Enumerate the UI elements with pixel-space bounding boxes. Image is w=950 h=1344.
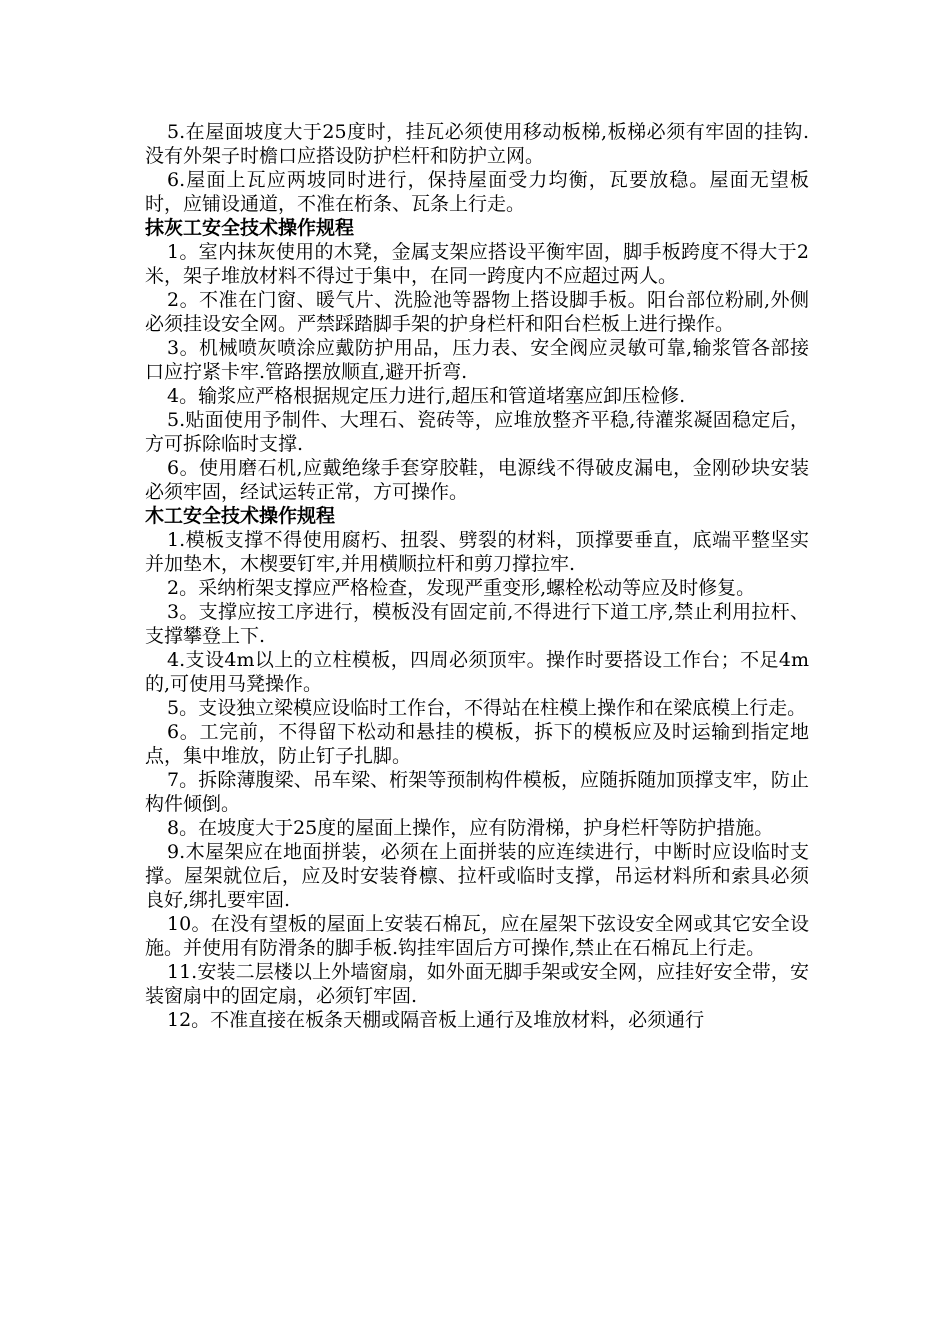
carpentry-section-title: 木工安全技术操作规程 (145, 505, 336, 527)
carpentry-paragraph-10: 10。在没有望板的屋面上安装石棉瓦，应在屋架下弦设安全网或其它安全设施。并使用有防滑条的脚手板.钩挂牢固后方可操作,禁止在石棉瓦上行走。 (145, 913, 809, 959)
plaster-section-title: 抹灰工安全技术操作规程 (145, 217, 355, 239)
plaster-paragraph-2: 2。不准在门窗、暖气片、洗脸池等器物上搭设脚手板。阳台部位粉刷,外侧必须挂设安全网。严禁踩踏脚手架的护身栏杆和阳台栏板上进行操作。 (145, 289, 809, 335)
carpentry-paragraph-11: 11.安装二层楼以上外墙窗扇，如外面无脚手架或安全网，应挂好安全带，安装窗扇中的固定扇，必须钉牢固. (145, 961, 809, 1007)
carpentry-paragraph-9: 9.木屋架应在地面拼装，必须在上面拼装的应连续进行，中断时应设临时支撑。屋架就位后，应及时安装脊檩、拉杆或临时支撑，吊运材料所和索具必须良好,绑扎要牢固. (145, 841, 809, 911)
roof-paragraph-6: 6.屋面上瓦应两坡同时进行，保持屋面受力均衡，瓦要放稳。屋面无望板时，应铺设通道，不准在桁条、瓦条上行走。 (145, 169, 809, 215)
carpentry-paragraph-4: 4.支设4m以上的立柱模板，四周必须顶牢。操作时要搭设工作台；不足4m的,可使用马凳操作。 (145, 649, 809, 695)
carpentry-paragraph-8: 8。在坡度大于25度的屋面上操作，应有防滑梯，护身栏杆等防护措施。 (167, 817, 774, 839)
carpentry-paragraph-1: 1.模板支撑不得使用腐朽、扭裂、劈裂的材料，顶撑要垂直，底端平整坚实并加垫木，木楔要钉牢,并用横顺拉杆和剪刀撑拉牢. (145, 529, 809, 575)
plaster-paragraph-5: 5.贴面使用予制件、大理石、瓷砖等，应堆放整齐平稳,待灌浆凝固稳定后，方可拆除临时支撑. (145, 409, 809, 455)
plaster-paragraph-3: 3。机械喷灰喷涂应戴防护用品，压力表、安全阀应灵敏可靠,输浆管各部接口应拧紧卡牢.管路摆放顺直,避开折弯. (145, 337, 809, 383)
carpentry-paragraph-7: 7。拆除薄腹梁、吊车梁、桁架等预制构件模板，应随拆随加顶撑支牢，防止构件倾倒。 (145, 769, 809, 815)
plaster-paragraph-6: 6。使用磨石机,应戴绝缘手套穿胶鞋，电源线不得破皮漏电，金刚砂块安装必须牢固，经试运转正常，方可操作。 (145, 457, 809, 503)
carpentry-paragraph-12: 12。不准直接在板条天棚或隔音板上通行及堆放材料，必须通行 (167, 1009, 705, 1031)
carpentry-paragraph-3: 3。支撑应按工序进行，模板没有固定前,不得进行下道工序,禁止利用拉杆、支撑攀登上下. (145, 601, 809, 647)
carpentry-paragraph-6: 6。工完前，不得留下松动和悬挂的模板，拆下的模板应及时运输到指定地点，集中堆放，防止钉子扎脚。 (145, 721, 809, 767)
plaster-paragraph-1: 1。室内抹灰使用的木凳，金属支架应搭设平衡牢固，脚手板跨度不得大于2米，架子堆放材料不得过于集中，在同一跨度内不应超过两人。 (145, 241, 809, 287)
document-page (145, 120, 809, 1032)
plaster-paragraph-4: 4。输浆应严格根据规定压力进行,超压和管道堵塞应卸压检修. (167, 385, 686, 407)
roof-paragraph-5: 5.在屋面坡度大于25度时，挂瓦必须使用移动板梯,板梯必须有牢固的挂钩.没有外架子时檐口应搭设防护栏杆和防护立网。 (145, 121, 809, 167)
carpentry-paragraph-2: 2。采纳桁架支撑应严格检查，发现严重变形,螺栓松动等应及时修复。 (167, 577, 756, 599)
carpentry-paragraph-5: 5。支设独立梁模应设临时工作台，不得站在柱模上操作和在梁底模上行走。 (167, 697, 807, 719)
